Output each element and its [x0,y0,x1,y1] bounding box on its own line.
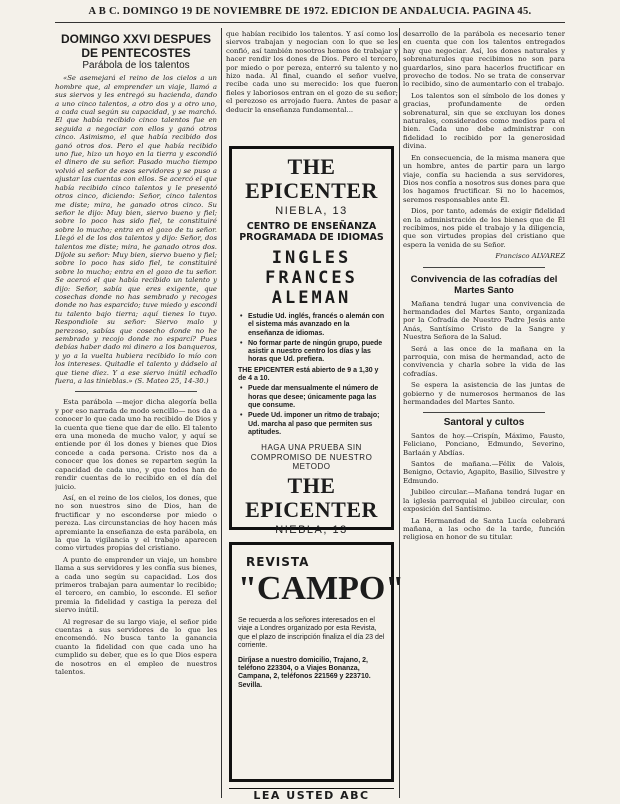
section-title: Convivencia de las cofradías del Martes Santo [410,273,558,296]
ad-address: NIEBLA, 13 [275,205,348,217]
body-paragraph: desarrollo de la parábola es necesario tener en cuenta que con los talentos entregados hay que negociar. Así, los dones naturales y sobrenaturales que recibimos no son para guardarlos, sino para hacerlos fructificar en provecho de todos. No se trata de conservar lo recibido, sino de aumentarlo con el trabajo. [403,30,565,89]
campo-ad [229,542,405,782]
ad-brand: THE EPICENTER [245,154,378,203]
article-title: DOMINGO XXVI DESPUES DE PENTECOSTES [60,32,212,60]
ad-center-line: PROGRAMADA DE IDIOMAS [239,232,384,243]
ad-feature: • Puede dar mensualmente el número de horas que desee; únicamente paga las que consume. [248,385,385,410]
ad-feature-list [238,313,385,365]
ad-opening-hours: THE EPICENTER está abierto de 9 a 1,30 y de 4 a 10. [238,366,379,383]
body-paragraph: Será a las once de la mañana en la parroquia, con misa de hermandad, acto de convivencia y charla sobre la vida de las cofradías. [403,344,565,378]
section-title: Santoral y cultos [443,417,525,429]
ad-languages [238,248,385,308]
language-item: FRANCES [265,268,358,288]
author-signature: Francisco ALVAREZ [495,252,565,261]
column-divider-2 [399,28,400,798]
separator [423,267,545,268]
body-paragraph: Al regresar de su largo viaje, el señor pide cuentas a sus servidores de lo que les encomendó. No busca tanto la ganancia cuanto la fidelidad con que cada uno ha cumplido su deber, que es lo que Dios espera de nosotros en el empleo de nuestros talentos. [55,617,217,677]
body-paragraph: Se espera la asistencia de las juntas de gobierno y de numerosos hermanos de las hermandades del Martes Santo. [403,381,565,407]
language-item: ALEMAN [271,288,352,308]
body-paragraph: Los talentos son el símbolo de los dones y gracias, profundamente de orden sobrenatural, sin que se excluyan los dones naturales, considerados como medios para el bien. Cada uno debe administrar con fidelidad lo recibido por la generosidad divina. [403,91,565,151]
gospel-paragraph: «Se asemejará el reino de los cielos a un hombre que, al emprender un viaje, llamó a sus siervos y les entregó su hacienda, dando a uno cinco talentos, a otro dos y a otro uno, a cada cual según su capacidad, y se marchó. El que había recibido cinco talentos fue en seguida a negociar con ellos y ganó otros cinco. Asimismo, el que había recibido dos ganó otros dos. Pero el que había recibido uno fue, hizo un hoyo en la tierra y escondió el dinero de su señor. Pasado mucho tiempo volvió el señor de esos servidores y se puso a ajustar las cuentas con ellos. Se acercó el que había recibido cinco talentos y le presentó otros cinco, diciendo: Señor, cinco talentos me diste; mira, he ganado otros cinco. Su señor le dijo: Muy bien, siervo bueno y fiel; sobre lo poco has sido fiel, te constituiré sobre lo mucho; entra en el gozo de tu señor. Llegó el de los dos talentos y dijo: Señor, dos talentos me diste; mira, he ganado otros dos. Díjole su señor: Muy bien, siervo bueno y fiel; sobre lo poco has sido fiel, te constituiré sobre lo mucho; entra en el gozo de tu señor. Se acercó el que había recibido un talento y dijo: Señor, sabía que eres exigente, que cosechas donde no has sembrado y recoges donde no has esparcido; tuve miedo y escondí tu talento bajo tierra; aquí tienes lo tuyo. Respondiole su señor: Siervo malo y perezoso, sabías que cosecho donde no he sembrado y recojo donde no esparcí? Pues debías haber dado mi dinero a los banqueros, y yo a la vuelta hubiera recibido lo mío con los intereses. Quitadle el talento y dádselo al que tiene diez. Y a ese siervo inútil echadlo fuera, a las tinieblas.» (S. Mateo 25, 14-30.) [55,74,217,386]
body-paragraph: La Hermandad de Santa Lucía celebrará mañana, a las ocho de la tarde, función religiosa en honor de su titular. [403,516,565,542]
ad-feature: • Estudie Ud. inglés, francés o alemán con el sistema más avanzado en la enseñanza de idiomas. [248,313,385,338]
body-paragraph: Esta parábola —mejor dicha alegoría bella y por eso narrada de modo sencillo— nos da a conocer lo que cada uno ha recibido de Dios y la cuenta que tiene que dar de ello. El talento era una moneda de mucho valor, y aquí se entiende por él los dones y bienes que Dios concede a cada persona. Cristo nos da a conocer que los dones se reparten según la capacidad de cada uno, y que todos han de rendir cuentas de lo recibido en el día del juicio. [55,398,217,491]
epicenter-ad [229,146,394,536]
ad-feature: • Puede Ud. imponer un ritmo de trabajo; Ud. marcha al paso que permiten sus aptitudes. [248,412,385,437]
body-paragraph: Santos de hoy.—Crispín, Máximo, Fausto, Feliciano, Ponciano, Edmundo, Severino, Barlaán y Abdías. [403,431,565,457]
ad-kicker: REVISTA [246,555,310,569]
body-paragraph: Jubileo circular.—Mañana tendrá lugar en la iglesia parroquial el jubileo circular, con exposición del Santísimo. [403,488,565,514]
ad-center-line: CENTRO DE ENSEÑANZA [246,221,377,232]
page-header: A B C. DOMINGO 19 DE NOVIEMBRE DE 1972. EDICION DE ANDALUCIA. PAGINA 45. [88,6,532,17]
body-paragraph: A punto de emprender un viaje, un hombre llama a sus servidores y les confía sus bienes, a cada uno según su capacidad. Los dos primeros trabajan para aumentar lo recibido; el tercero, en cambio, lo esconde. El señor premia la fidelidad y castiga la pereza del siervo inútil. [55,555,217,615]
ad-feature-list [238,385,385,437]
body-paragraph: que habían recibido los talentos. Y así como los siervos trabajan y negocian con lo que se les confió, así también nosotros hemos de trabajar y hacer rendir los dones de Dios. Pero el tercero, por miedo o por pereza, enterró su talento y no hizo nada. Al final, cuando el señor vuelve, recibe cada uno su merecido: los que fueron fieles y laboriosos entran en el gozo de su señor; el perezoso es arrojado fuera. Antes de pasar a deducir la enseñanza fundamental... [226,30,398,114]
article-column-2 [226,30,398,142]
body-paragraph: Santos de mañana.—Félix de Valois, Benigno, Octavio, Agapito, Basilio, Silvestre y Edmundo. [403,460,565,485]
separator [75,391,197,392]
ad-brand-footer: THE EPICENTER [245,472,378,522]
ad-body: Se recuerda a los señores interesados en el viaje a Londres organizado por esta Revista, que el plazo de inscripción finaliza el día 23 del corriente. [238,617,385,650]
gospel-quote [55,74,217,385]
article-column-1 [55,30,217,800]
ad-contact: Diríjase a nuestro domicilio, Trajano, 2, teléfono 223304, o a Viajes Bonanza, Campana, 2, teléfonos 221569 y 223710. Sevilla. [238,656,371,689]
abc-banner: LEA USTED ABC [229,788,394,803]
ad-call-to-action: HAGA UNA PRUEBA SIN COMPROMISO DE NUESTRO METODO [250,443,373,472]
ad-address-footer: NIEBLA, 13 [275,523,348,536]
body-paragraph: En consecuencia, de la misma manera que un hombre, antes de partir para un largo viaje, confía su hacienda a sus servidores, Dios nos confía a nosotros sus dones para que los hagamos fructificar. Si no lo hacemos, seremos responsables ante Él. [403,153,565,204]
body-paragraph: Así, en el reino de los cielos, los dones, que no son nuestros sino de Dios, han de fructificar y no esconderse por miedo o pereza. Las circunstancias de hoy hacen más apremiante la enseñanza de esta parábola, en la que la vigilancia y el trabajo aparecen como virtudes propias del cristiano. [55,493,217,553]
body-paragraph: Mañana tendrá lugar una convivencia de hermandades del Martes Santo, organizada por la Cofradía de Nuestro Padre Jesús ante Anás, Santísimo Cristo de la Sangre y Nuestra Señora de la Salud. [403,299,565,342]
language-item: INGLES [271,248,352,268]
article-subtitle: Parábola de los talentos [82,60,190,71]
header-rule [55,22,565,23]
ad-title: "CAMPO" [238,570,405,607]
separator [423,412,545,413]
column-divider-1 [221,28,222,798]
article-column-3 [403,30,565,800]
body-paragraph: Dios, por tanto, además de exigir fidelidad en la administración de los bienes que de Él recibimos, nos pide el trabajo y la diligencia, que son virtudes propias del cristiano que espera la venida de su Señor. [403,207,565,249]
ad-feature: • No formar parte de ningún grupo, puede asistir a nuestro centro los días y las horas que Ud. prefiera. [248,340,385,365]
